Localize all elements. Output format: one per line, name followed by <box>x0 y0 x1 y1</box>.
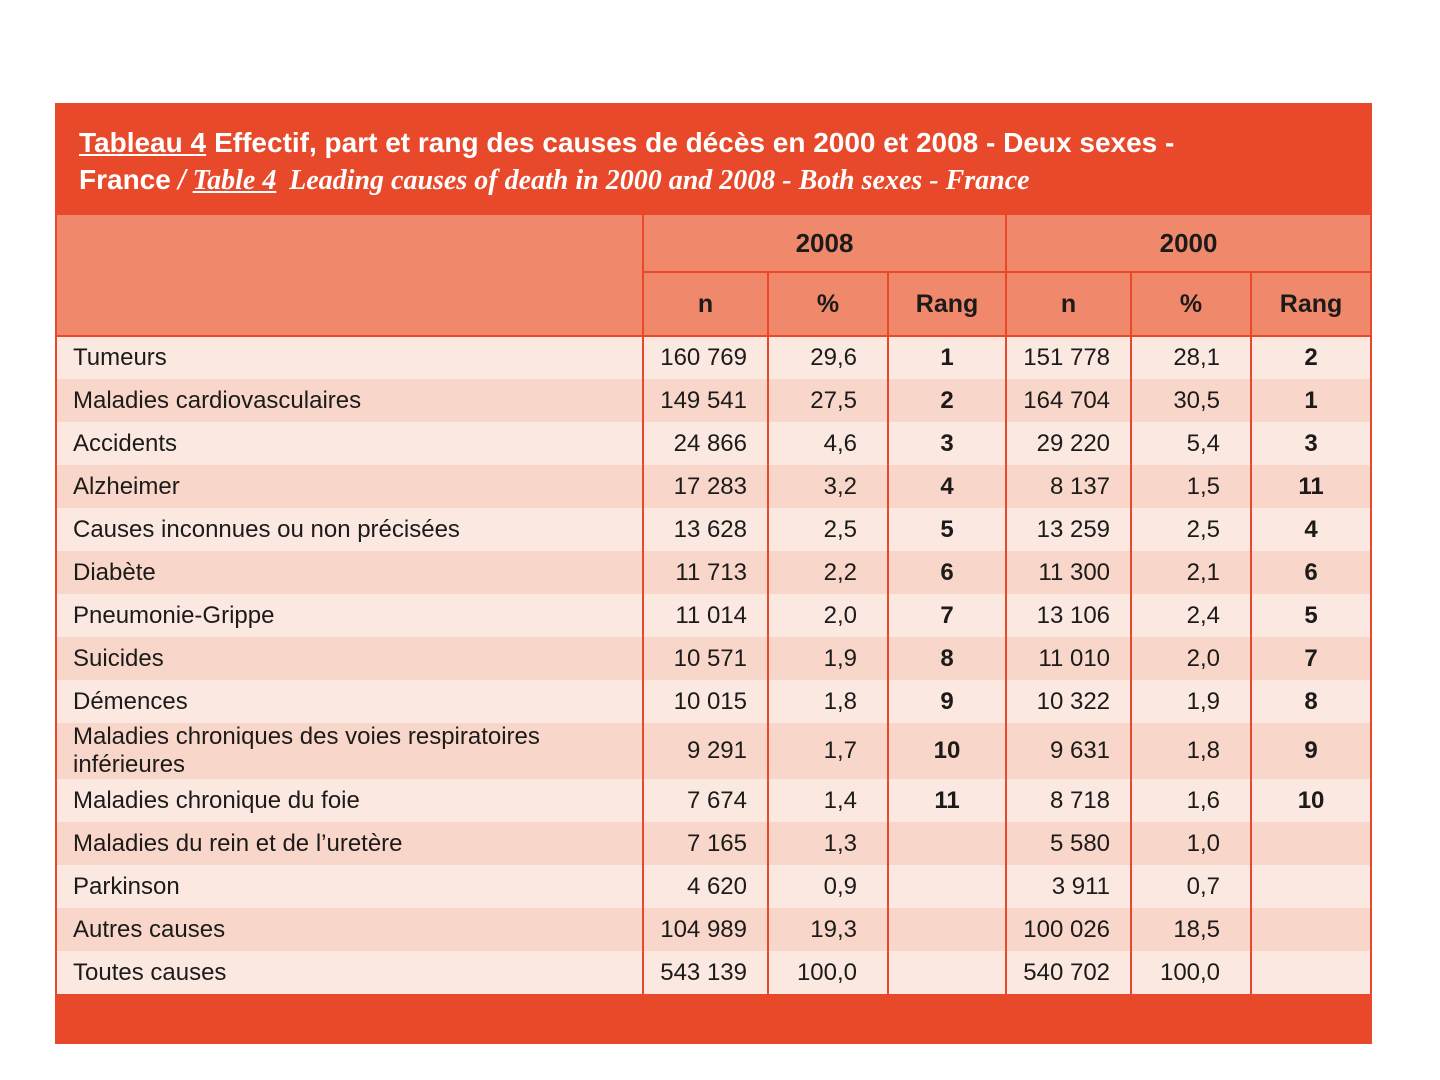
rank-2000-value: 6 <box>1251 551 1370 594</box>
rank-2008-value: 9 <box>888 680 1006 723</box>
pct-2008-value: 27,5 <box>768 379 888 422</box>
n-2000-value: 8 718 <box>1006 779 1131 822</box>
pct-2000-value: 2,0 <box>1131 637 1251 680</box>
pct-2008-value: 1,8 <box>768 680 888 723</box>
n-2008-value: 104 989 <box>643 908 768 951</box>
col-header-rank-2008: Rang <box>888 272 1006 336</box>
cause-label: Diabète <box>73 558 156 586</box>
n-2008-value: 149 541 <box>643 379 768 422</box>
n-2008-value: 4 620 <box>643 865 768 908</box>
empty-corner-cell <box>57 215 643 272</box>
pct-2000-value: 1,9 <box>1131 680 1251 723</box>
rank-2000-value: 9 <box>1251 723 1370 779</box>
n-2000-value: 151 778 <box>1006 336 1131 379</box>
pct-2000-value: 5,4 <box>1131 422 1251 465</box>
rank-2008-value: 3 <box>888 422 1006 465</box>
table-number-fr: Tableau 4 <box>79 127 207 158</box>
rank-2008-value: 8 <box>888 637 1006 680</box>
pct-2000-value: 1,8 <box>1131 723 1251 779</box>
table-row <box>57 680 1370 723</box>
table-row <box>57 865 1370 908</box>
col-header-pct-2000: % <box>1131 272 1251 336</box>
table-title <box>57 105 1370 215</box>
rank-2008-value <box>888 865 1006 908</box>
rank-2008-value: 10 <box>888 723 1006 779</box>
cause-label: Accidents <box>73 429 178 457</box>
col-header-n-2000: n <box>1006 272 1131 336</box>
n-2000-value: 10 322 <box>1006 680 1131 723</box>
cause-label: Maladies du rein et de l’uretère <box>73 829 403 857</box>
table-row <box>57 908 1370 951</box>
table-row <box>57 551 1370 594</box>
table-row <box>57 951 1370 994</box>
col-header-n-2008: n <box>643 272 768 336</box>
rank-2000-value: 4 <box>1251 508 1370 551</box>
rank-2000-value: 1 <box>1251 379 1370 422</box>
pct-2000-value: 100,0 <box>1131 951 1251 994</box>
rank-2008-value <box>888 951 1006 994</box>
pct-2008-value: 1,7 <box>768 723 888 779</box>
pct-2008-value: 3,2 <box>768 465 888 508</box>
n-2008-value: 11 014 <box>643 594 768 637</box>
title-separator: / <box>177 164 186 196</box>
pct-2000-value: 1,0 <box>1131 822 1251 865</box>
empty-label-header-cell <box>57 272 643 336</box>
n-2000-value: 5 580 <box>1006 822 1131 865</box>
table-row <box>57 336 1370 379</box>
table-row <box>57 723 1370 779</box>
rank-2008-value: 11 <box>888 779 1006 822</box>
pct-2000-value: 0,7 <box>1131 865 1251 908</box>
col-header-pct-2008: % <box>768 272 888 336</box>
n-2008-value: 160 769 <box>643 336 768 379</box>
cause-label: Maladies chroniques des voies respiratoires inférieures <box>73 723 540 779</box>
n-2000-value: 13 259 <box>1006 508 1131 551</box>
pct-2008-value: 4,6 <box>768 422 888 465</box>
rank-2000-value <box>1251 822 1370 865</box>
rank-2000-value <box>1251 908 1370 951</box>
n-2008-value: 9 291 <box>643 723 768 779</box>
n-2000-value: 11 010 <box>1006 637 1131 680</box>
pct-2000-value: 2,4 <box>1131 594 1251 637</box>
cause-label: Maladies cardiovasculaires <box>73 386 362 414</box>
rank-2000-value: 5 <box>1251 594 1370 637</box>
rank-2008-value: 4 <box>888 465 1006 508</box>
cause-label: Tumeurs <box>73 344 167 372</box>
n-2008-value: 11 713 <box>643 551 768 594</box>
pct-2008-value: 29,6 <box>768 336 888 379</box>
rank-2000-value: 11 <box>1251 465 1370 508</box>
n-2008-value: 7 674 <box>643 779 768 822</box>
n-2000-value: 9 631 <box>1006 723 1131 779</box>
rank-2000-value: 2 <box>1251 336 1370 379</box>
cause-label: Démences <box>73 687 188 715</box>
table-row <box>57 594 1370 637</box>
n-2000-value: 3 911 <box>1006 865 1131 908</box>
year-header-row <box>57 215 1370 272</box>
n-2008-value: 543 139 <box>643 951 768 994</box>
pct-2000-value: 28,1 <box>1131 336 1251 379</box>
pct-2000-value: 2,5 <box>1131 508 1251 551</box>
rank-2000-value: 8 <box>1251 680 1370 723</box>
pct-2000-value: 1,6 <box>1131 779 1251 822</box>
pct-2000-value: 1,5 <box>1131 465 1251 508</box>
pct-2000-value: 18,5 <box>1131 908 1251 951</box>
col-header-rank-2000: Rang <box>1251 272 1370 336</box>
pct-2008-value: 1,4 <box>768 779 888 822</box>
cause-label: Causes inconnues ou non précisées <box>73 515 460 543</box>
rank-2008-value <box>888 908 1006 951</box>
n-2000-value: 164 704 <box>1006 379 1131 422</box>
table-row <box>57 637 1370 680</box>
n-2000-value: 11 300 <box>1006 551 1131 594</box>
cause-label: Toutes causes <box>73 958 227 986</box>
table-body <box>57 336 1370 994</box>
pct-2008-value: 0,9 <box>768 865 888 908</box>
rank-2008-value: 2 <box>888 379 1006 422</box>
rank-2000-value <box>1251 865 1370 908</box>
rank-2008-value <box>888 822 1006 865</box>
rank-2008-value: 1 <box>888 336 1006 379</box>
column-header-row <box>57 272 1370 336</box>
table-title-en: Leading causes of death in 2000 and 2008 - Both sexes - France <box>289 165 1030 197</box>
rank-2000-value: 10 <box>1251 779 1370 822</box>
pct-2008-value: 1,9 <box>768 637 888 680</box>
rank-2008-value: 7 <box>888 594 1006 637</box>
cause-label: Autres causes <box>73 915 226 943</box>
pct-2000-value: 2,1 <box>1131 551 1251 594</box>
cause-label: Maladies chronique du foie <box>73 786 360 814</box>
rank-2008-value: 5 <box>888 508 1006 551</box>
cause-label: Pneumonie-Grippe <box>73 601 275 629</box>
n-2000-value: 100 026 <box>1006 908 1131 951</box>
table-title-fr: Effectif, part et rang des causes de décès en 2000 et 2008 - Deux sexes - France <box>79 127 1175 196</box>
n-2008-value: 13 628 <box>643 508 768 551</box>
rank-2008-value: 6 <box>888 551 1006 594</box>
n-2008-value: 10 015 <box>643 680 768 723</box>
mortality-table-card <box>55 103 1372 1044</box>
pct-2000-value: 30,5 <box>1131 379 1251 422</box>
n-2008-value: 24 866 <box>643 422 768 465</box>
pct-2008-value: 19,3 <box>768 908 888 951</box>
rank-2000-value: 7 <box>1251 637 1370 680</box>
causes-of-death-table <box>57 215 1370 994</box>
n-2008-value: 17 283 <box>643 465 768 508</box>
table-row <box>57 779 1370 822</box>
table-row <box>57 822 1370 865</box>
year-2000-header: 2000 <box>1006 215 1370 272</box>
pct-2008-value: 2,5 <box>768 508 888 551</box>
n-2000-value: 13 106 <box>1006 594 1131 637</box>
n-2000-value: 8 137 <box>1006 465 1131 508</box>
cause-label: Parkinson <box>73 872 180 900</box>
table-row <box>57 422 1370 465</box>
pct-2008-value: 100,0 <box>768 951 888 994</box>
n-2008-value: 7 165 <box>643 822 768 865</box>
cause-label: Suicides <box>73 644 164 672</box>
table-header <box>57 215 1370 336</box>
pct-2008-value: 2,0 <box>768 594 888 637</box>
year-2008-header: 2008 <box>643 215 1006 272</box>
rank-2000-value: 3 <box>1251 422 1370 465</box>
n-2000-value: 29 220 <box>1006 422 1131 465</box>
pct-2008-value: 1,3 <box>768 822 888 865</box>
n-2008-value: 10 571 <box>643 637 768 680</box>
cause-label: Alzheimer <box>73 472 180 500</box>
table-footer-bar <box>57 994 1370 1042</box>
rank-2000-value <box>1251 951 1370 994</box>
table-row <box>57 465 1370 508</box>
n-2000-value: 540 702 <box>1006 951 1131 994</box>
pct-2008-value: 2,2 <box>768 551 888 594</box>
table-number-en: Table 4 <box>192 165 277 197</box>
table-row <box>57 379 1370 422</box>
table-row <box>57 508 1370 551</box>
